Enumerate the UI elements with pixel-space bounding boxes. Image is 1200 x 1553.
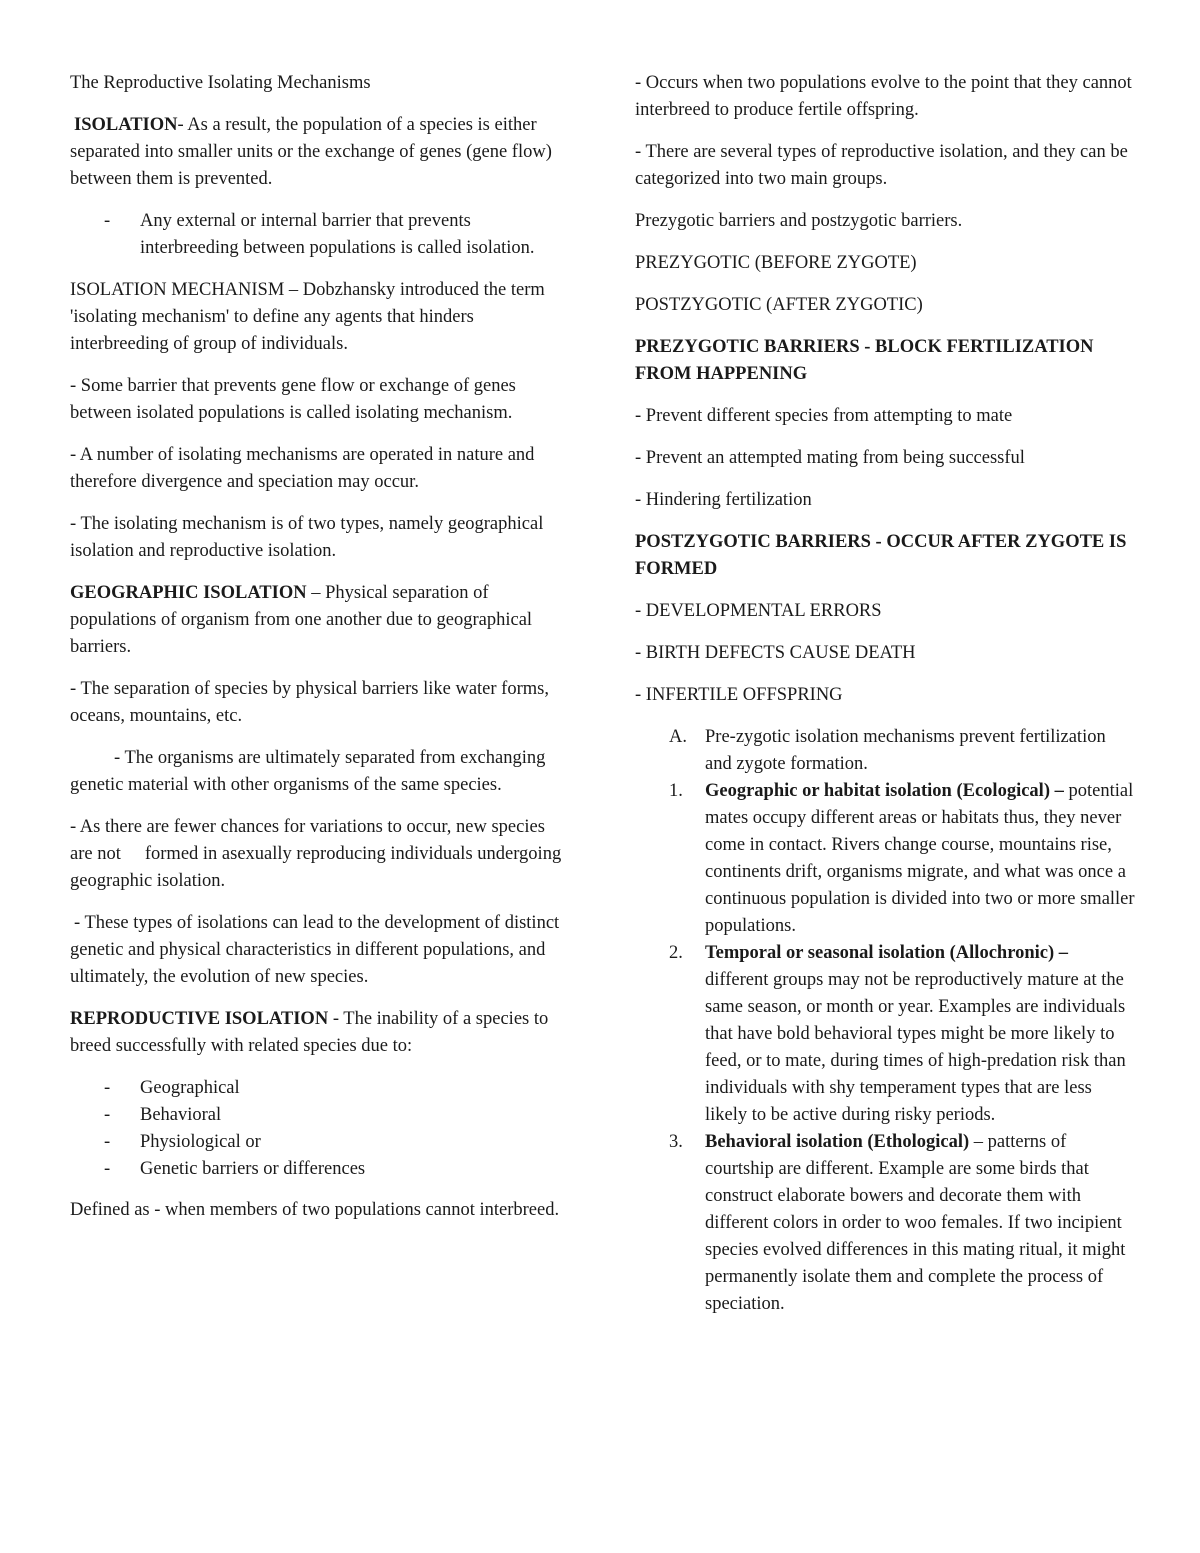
list-item	[635, 940, 1135, 1129]
left-column	[70, 70, 570, 1239]
document-title: The Reproductive Isolating Mechanisms	[70, 73, 371, 93]
list-item-text: Pre-zygotic isolation mechanisms prevent fertilization and zygote formation.	[705, 727, 1106, 774]
isolation-text: - As a result, the population of a species is either separated into smaller units or the exchange of genes (gene flow) between them is prevented.	[70, 115, 552, 189]
paragraph: - A number of isolating mechanisms are operated in nature and therefore divergence and speciation may occur.	[70, 445, 535, 492]
list-item: - Genetic barriers or differences	[70, 1156, 570, 1183]
paragraph: - The organisms are ultimately separated from exchanging genetic material with other organisms of the same species.	[70, 748, 546, 795]
list-item-text: Rivers change course, mountains rise, continents drift, organisms migrate, and what was once a continuous population is divided into two or more smaller populations.	[705, 835, 1135, 936]
list-marker: 3.	[669, 1132, 683, 1152]
reproductive-isolation-term: REPRODUCTIVE ISOLATION	[70, 1009, 329, 1029]
list-item: - Prevent different species from attempting to mate	[635, 406, 1013, 426]
paragraph: - Some barrier that prevents gene flow or exchange of genes between isolated populations is called isolating mechanism.	[70, 376, 516, 423]
geographic-isolation-definition	[70, 580, 570, 661]
list-marker: 1.	[669, 781, 683, 801]
paragraph: - The separation of species by physical barriers like water forms, oceans, mountains, etc.	[70, 679, 549, 726]
isolation-mechanism-paragraph: ISOLATION MECHANISM – Dobzhansky introduced the term 'isolating mechanism' to define any agents that hinders interbreeding of group of individuals.	[70, 280, 545, 354]
prezygotic-heading: PREZYGOTIC BARRIERS - BLOCK FERTILIZATION FROM HAPPENING	[635, 337, 1094, 384]
paragraph	[70, 814, 570, 895]
paragraph: - These types of isolations can lead to the development of distinct genetic and physical characteristics in different populations, and ultimately, the evolution of new species.	[70, 913, 560, 987]
list-item	[635, 778, 1135, 940]
list-item: - Prevent an attempted mating from being successful	[635, 448, 1025, 468]
geographic-isolation-text: – Physical separation of populations of organism from one another due to geographical barriers.	[70, 583, 533, 657]
geographic-isolation-term: GEOGRAPHIC ISOLATION	[70, 583, 307, 603]
paragraph-part: - As there are fewer chances for variations to occur, new species are not	[70, 817, 545, 864]
paragraph: - The isolating mechanism is of two types, namely geographical isolation and reproductive isolation.	[70, 514, 544, 561]
list-item	[635, 1129, 1135, 1318]
isolation-term: ISOLATION	[74, 115, 178, 135]
isolation-definition	[70, 112, 570, 193]
reproductive-isolation-definition	[70, 1006, 570, 1060]
list-item-text: different groups may not be reproductively mature at the same season, or month or year. Examples are individuals that have bold behavioral types might be more likely to feed, or to mate, during times of high-predation risk than individuals with shy temperament types that are less likely to be active during risky periods.	[705, 970, 1126, 1125]
list-item: - Geographical	[70, 1075, 570, 1102]
list-item: - Any external or internal barrier that prevents interbreeding between populations is called isolation.	[70, 208, 570, 262]
numbered-list	[635, 778, 1135, 1318]
list-item: - Hindering fertilization	[635, 490, 812, 510]
list-item-text: potential mates occupy different areas or habitats thus, they never come in contact.	[705, 781, 1134, 855]
list-item: - Physiological or	[70, 1129, 570, 1156]
isolation-bullet-list	[70, 208, 570, 262]
paragraph: POSTZYGOTIC (AFTER ZYGOTIC)	[635, 295, 923, 315]
list-item-term: Geographic or habitat isolation (Ecological) –	[705, 781, 1064, 801]
postzygotic-heading: POSTZYGOTIC BARRIERS - OCCUR AFTER ZYGOTE IS FORMED	[635, 532, 1127, 579]
list-item-text: – patterns of courtship are different. Example are some birds that construct elaborate bowers and decorate them with different colors in order to woo females. If two incipient species evolved differences in this mating ritual, it might permanently isolate them and complete the process of speciation.	[705, 1132, 1126, 1314]
paragraph: - Occurs when two populations evolve to the point that they cannot interbreed to produce fertile offspring.	[635, 73, 1132, 120]
list-item: - INFERTILE OFFSPRING	[635, 685, 843, 705]
defined-as-paragraph: Defined as - when members of two populations cannot interbreed.	[70, 1200, 560, 1220]
list-item-term: Behavioral isolation (Ethological)	[705, 1132, 970, 1152]
paragraph-part: formed in asexually reproducing individuals undergoing geographic isolation.	[70, 844, 562, 891]
paragraph: PREZYGOTIC (BEFORE ZYGOTE)	[635, 253, 917, 273]
reproductive-isolation-text: - The inability of a species to breed successfully with related species due to:	[70, 1009, 549, 1056]
right-column	[635, 70, 1135, 1318]
reproductive-isolation-list	[70, 1075, 570, 1183]
list-item: - Behavioral	[70, 1102, 570, 1129]
paragraph: Prezygotic barriers and postzygotic barriers.	[635, 211, 963, 231]
list-item: - DEVELOPMENTAL ERRORS	[635, 601, 882, 621]
list-item	[635, 724, 1135, 778]
list-item: - BIRTH DEFECTS CAUSE DEATH	[635, 643, 916, 663]
list-item-term: Temporal or seasonal isolation (Allochronic) –	[705, 943, 1068, 963]
list-marker: A.	[669, 727, 687, 747]
paragraph: - There are several types of reproductive isolation, and they can be categorized into two main groups.	[635, 142, 1128, 189]
alpha-list	[635, 724, 1135, 778]
list-marker: 2.	[669, 943, 683, 963]
